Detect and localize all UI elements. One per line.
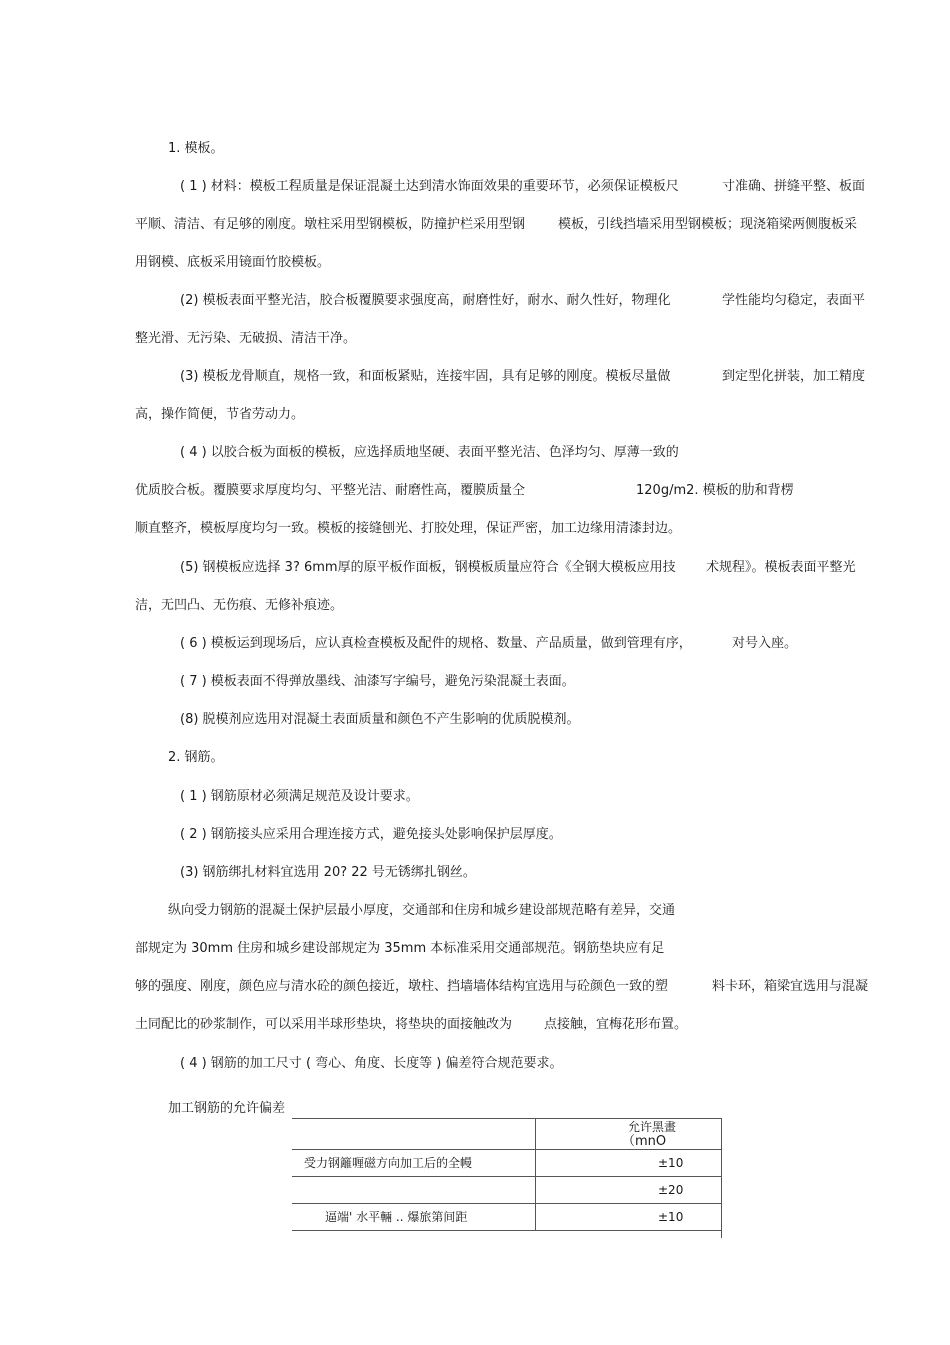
table-rule	[292, 1149, 722, 1150]
paragraph-line: 点接触，宜梅花形布置。	[544, 1017, 688, 1032]
paragraph-line: 对号入座。	[732, 636, 798, 651]
table-row-item: 受力钢籬喱磁方向加工后的全幔	[304, 1156, 473, 1170]
paragraph-line: ( 6 ) 模板运到现场后，应认真检查模板及配件的规格、数量、产品质量，做到管理有序，	[180, 636, 692, 651]
paragraph-line: 术规程》。模板表面平整光	[706, 560, 856, 575]
paragraph-line: 寸准确、拼缝平整、板面	[722, 179, 866, 194]
paragraph-line: 模板，引线挡墙采用型钢模板；现浇箱梁两侧腹板采	[558, 217, 858, 232]
paragraph-line: 优质胶合板。覆膜要求厚度均匀、平整光洁、耐磨性高，覆膜质量仝	[135, 483, 526, 498]
table-row-item: 逼端' 水平輛 .. 爆旅第间距	[325, 1210, 468, 1224]
paragraph-line: 学性能均匀稳定，表面平	[722, 293, 866, 308]
paragraph-line: ( 4 ) 钢筋的加工尺寸 ( 弯心、角度、长度等 ) 偏差符合规范要求。	[180, 1056, 563, 1071]
table-rule	[292, 1230, 722, 1231]
table-row-value: ±10	[658, 1156, 684, 1170]
paragraph-line: (5) 钢模板应选择 3? 6mm厚的原平板作面板，钢模板质量应符合《全钢大模板应用技	[180, 560, 676, 575]
paragraph-line: 到定型化拼装，加工精度	[722, 369, 866, 384]
paragraph-line: 洁，无凹凸、无伤痕、无修补痕迹。	[135, 598, 344, 613]
paragraph-line: (3) 模板龙骨顺直，规格一致，和面板紧贴，连接牢固，具有足够的刚度。模板尽量做	[180, 369, 671, 384]
paragraph-line: 顺直整齐，模板厚度均匀一致。模板的接缝刨光、打胶处理，保证严密，加工边缘用清漆封边。	[135, 521, 682, 536]
table-header-tolerance: 允许黑畫	[628, 1120, 677, 1134]
paragraph-line: (8) 脱模剂应选用对混凝土表面质量和颜色不产生影响的优质脱模剂。	[180, 712, 580, 727]
paragraph-line: 土同配比的砂浆制作，可以采用半球形垫块，将垫块的面接触改为	[135, 1017, 513, 1032]
paragraph-line: ( 2 ) 钢筋接头应采用合理连接方式，避免接头处影响保护层厚度。	[180, 827, 562, 842]
paragraph-line: 整光滑、无污染、无破损、清洁干净。	[135, 331, 357, 346]
table-row-value: ±20	[658, 1183, 684, 1197]
paragraph-line: 纵向受力钢筋的混凝土保护层最小厚度，交通部和住房和城乡建设部规范略有差异，交通	[168, 903, 676, 918]
paragraph-line: 平顺、清洁、有足够的刚度。墩柱采用型钢模板，防撞护栏采用型钢	[135, 217, 526, 232]
table-rule	[721, 1118, 722, 1238]
table-header-unit: （mnO	[622, 1134, 667, 1149]
table-rule	[292, 1176, 722, 1177]
paragraph-line: 120g/m2. 模板的肋和背楞	[636, 483, 794, 498]
table-rule	[292, 1118, 722, 1119]
paragraph-line: 料卡环，箱梁宜选用与混凝	[712, 979, 869, 994]
paragraph-line: 够的强度、刚度，颜色应与清水砼的颜色接近，墩柱、挡墙墙体结构宜选用与砼颜色一致的塑	[135, 979, 669, 994]
paragraph-line: 高，操作简便，节省劳动力。	[135, 407, 305, 422]
tolerance-table	[292, 1118, 722, 1238]
paragraph-line: 用钢模、底板采用镜面竹胶模板。	[135, 255, 331, 270]
paragraph-line: (2) 模板表面平整光洁，胶合板覆膜要求强度高，耐磨性好，耐水、耐久性好，物理化	[180, 293, 671, 308]
section-heading-formwork: 1. 模板。	[168, 141, 224, 156]
table-rule	[292, 1203, 722, 1204]
table-rule	[535, 1118, 536, 1231]
paragraph-line: ( 7 ) 模板表面不得弹放墨线、油漆写字编号，避免污染混凝土表面。	[180, 674, 575, 689]
section-heading-rebar: 2. 钢筋。	[168, 750, 224, 765]
paragraph-line: ( 1 ) 钢筋原材必须满足规范及设计要求。	[180, 789, 419, 804]
paragraph-line: ( 4 ) 以胶合板为面板的模板，应选择质地坚硬、表面平整光洁、色泽均匀、厚薄一致的	[180, 445, 679, 460]
table-row-value: ±10	[658, 1210, 684, 1224]
paragraph-line: (3) 钢筋绑扎材料宜选用 20? 22 号无锈绑扎钢丝。	[180, 865, 476, 880]
paragraph-line: ( 1 ) 材料：模板工程质量是保证混凝土达到清水饰面效果的重要环节，必须保证模板尺	[180, 179, 679, 194]
paragraph-line: 部规定为 30mm 住房和城乡建设部规定为 35mm 本标准采用交通部规范。钢筋垫块应有足	[135, 941, 665, 956]
table-caption: 加工钢筋的允许偏差	[168, 1101, 286, 1116]
